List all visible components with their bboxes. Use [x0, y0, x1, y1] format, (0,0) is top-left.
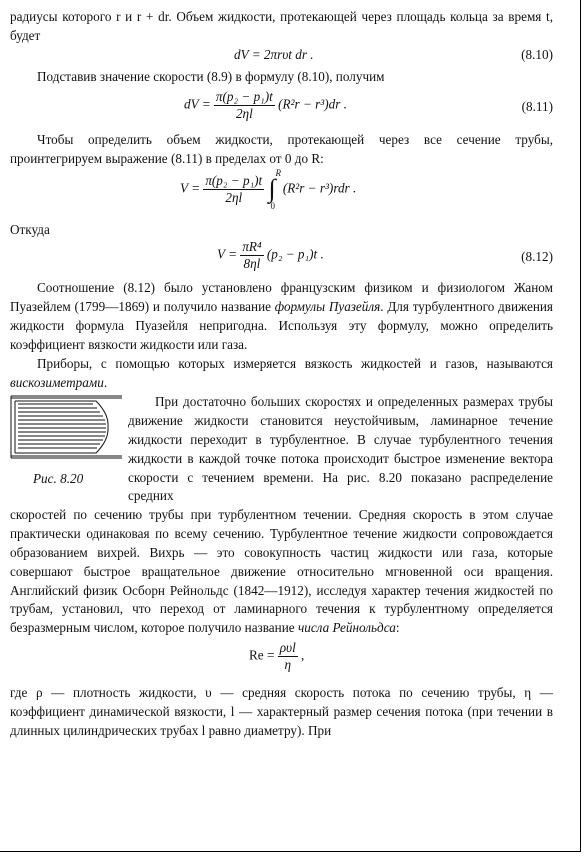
paragraph-1: радиусы которого r и r + dr. Объем жидкости, протекающей через площадь кольца за время t, будет	[10, 9, 553, 43]
fraction-denominator: 2ηl	[225, 189, 243, 205]
equation-number: (8.11)	[521, 98, 553, 114]
equation-number: (8.10)	[521, 46, 553, 62]
equation-fraction	[240, 239, 263, 272]
figure-block	[10, 393, 553, 506]
equation-rest: (R²r − r³)dr .	[278, 96, 347, 112]
equation-expression	[249, 640, 304, 673]
fraction-denominator: 2ηl	[235, 105, 253, 121]
paragraph-5: Соотношение (8.12) было установлено французским физиком и физиологом Жаном Пуазейлем (1799—1869) и получило название формулы Пуазейля. Для турбулентного движения жидкости формула Пуазейля непригодна. Используя эту формулу, можно определить коэффициент вязкости жидкости или газа.	[10, 280, 554, 353]
paragraph-7-beside-figure: При достаточно больших скоростях и определенных размерах трубы движение жидкости становится неустойчивым, ламинарное течение жидкости переходит в турбулентное. В случае турбулентного течения жидкости в каждой точке потока происходит быстрое изменение вектора скорости с течением времени. На рис. 8.20 показано распределение средних	[128, 393, 553, 504]
equation-fraction	[278, 640, 298, 673]
fraction-numerator: πR⁴	[242, 239, 262, 255]
fraction-denominator: η	[284, 657, 291, 673]
equation-reynolds	[10, 638, 553, 684]
figure-caption: Рис. 8.20	[33, 470, 84, 486]
equation-number: (8.12)	[521, 249, 553, 265]
equation-lhs: V =	[180, 180, 201, 196]
paragraph-6: Приборы, с помощью которых измеряется вязкость жидкостей и газов, называются вискозиметрами.	[10, 356, 553, 390]
equation-lhs: V =	[217, 246, 238, 262]
equation-fraction	[203, 173, 264, 206]
fraction-denominator: 8ηl	[243, 256, 261, 272]
equation-integral	[10, 169, 553, 221]
equation-8-10	[10, 46, 553, 68]
equation-rest: (p₂ − p₁)t .	[266, 246, 324, 262]
integral-sign: ∫ R 0	[268, 168, 282, 212]
equation-lhs: Re =	[249, 647, 275, 663]
equation-expression	[184, 89, 347, 122]
term-viscometers: вискозиметрами	[10, 374, 104, 390]
page-border-right	[580, 0, 581, 852]
paragraph-8: где ρ — плотность жидкости, υ — средняя скорость потока по сечению трубы, η — коэффициент динамической вязкости, l — характерный размер сечения потока (при течении в длинных цилиндрических трубах l равно диаметру). При	[10, 685, 553, 739]
pipe-velocity-profile-figure	[10, 393, 122, 506]
equation-fraction	[214, 89, 275, 122]
page-border-bottom	[0, 851, 581, 852]
paragraph-2: Подставив значение скорости (8.9) в формулу (8.10), получим	[37, 68, 385, 84]
equation-lhs: dV =	[184, 96, 211, 112]
paragraph-3: Чтобы определить объем жидкости, протекающей через все сечение трубы, проинтегрируем выражение (8.11) в пределах от 0 до R:	[10, 131, 553, 166]
equation-expression	[217, 239, 324, 272]
term-reynolds-number: числа Рейнольдса	[297, 620, 396, 636]
equation-rest: (R²r − r³)rdr .	[282, 180, 357, 196]
equation-expression: dV = 2πrυt dr .	[234, 46, 314, 62]
fraction-numerator: π(p₂ − p₁)t	[215, 88, 273, 104]
integral-upper-limit: R	[275, 168, 282, 179]
fraction-numerator: π(p₂ − p₁)t	[205, 172, 263, 188]
paragraph-7-continued: скоростей по сечению трубы при турбулентном течении. Средняя скорость в этом случае практически одинаковая по всему сечению. Турбулентное течение жидкости сопровождается образованием вихрей. Вихрь — это совокупность частиц жидкости или газа, которые совершают быстрое вращательное движение относительно мгновенной оси вращения. Английский физик Осборн Рейнольдс (1842—1912), исследуя характер течения жидкостей по трубам, установил, что переход от ламинарного течения к турбулентному определяется безразмерным числом, которое получило название числа Рейнольдса:	[10, 506, 553, 636]
paragraph-4: Откуда	[10, 221, 50, 237]
fraction-numerator: ρυl	[279, 640, 296, 656]
document-page	[10, 8, 553, 741]
integral-lower-limit: 0	[270, 201, 276, 212]
equation-expression	[180, 168, 357, 212]
equation-tail: ,	[301, 647, 305, 663]
term-poiseuille-formula: формулы Пуазейля	[274, 299, 381, 315]
equation-8-12	[10, 239, 553, 279]
equation-8-11	[10, 87, 553, 131]
